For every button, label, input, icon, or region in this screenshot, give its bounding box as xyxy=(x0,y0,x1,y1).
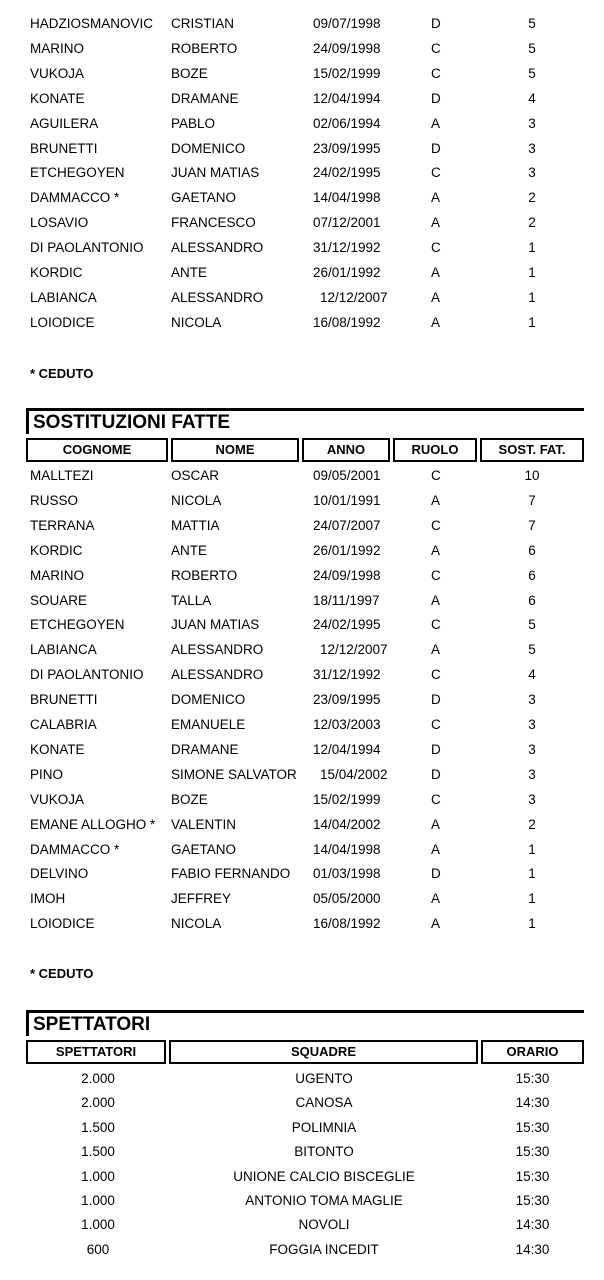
substitutions-title-bar xyxy=(26,408,584,434)
player-role: C xyxy=(431,165,441,181)
player-count: 7 xyxy=(528,492,536,508)
player-count: 4 xyxy=(528,90,536,106)
player-surname: AGUILERA xyxy=(30,115,99,131)
player-count: 1 xyxy=(528,289,536,305)
player-birthdate: 09/07/1998 xyxy=(313,16,381,31)
player-name: VALENTIN xyxy=(171,816,237,832)
player-role: C xyxy=(431,468,441,483)
player-surname: LOSAVIO xyxy=(30,215,89,231)
player-count: 6 xyxy=(528,592,536,608)
header-squadre: SQUADRE xyxy=(169,1040,478,1064)
table-row xyxy=(0,516,604,536)
table-row xyxy=(0,64,604,84)
player-name: ALESSANDRO xyxy=(171,667,264,683)
player-name: ROBERTO xyxy=(171,40,238,56)
table-row xyxy=(0,188,604,208)
spectator-count: 1.000 xyxy=(81,1217,115,1233)
player-count: 3 xyxy=(528,165,536,181)
player-role: D xyxy=(431,16,441,31)
player-name: DRAMANE xyxy=(171,90,239,106)
player-role: A xyxy=(431,841,441,857)
match-time: 15:30 xyxy=(515,1071,550,1086)
player-surname: DAMMACCO * xyxy=(30,190,120,206)
player-surname: IMOH xyxy=(30,891,66,907)
header-ruolo: RUOLO xyxy=(393,438,477,462)
player-role: D xyxy=(431,140,441,156)
player-surname: LOIODICE xyxy=(30,916,95,932)
table-row xyxy=(0,840,604,860)
player-name: DOMENICO xyxy=(171,140,246,156)
player-birthdate: 12/04/1994 xyxy=(313,90,381,106)
player-birthdate: 14/04/1998 xyxy=(313,841,381,857)
table-row xyxy=(0,665,604,685)
player-name: NICOLA xyxy=(171,492,222,508)
spectators-title-bar xyxy=(26,1010,584,1036)
player-role: D xyxy=(431,90,441,106)
substitutions-title: SOSTITUZIONI FATTE xyxy=(33,412,231,433)
player-count: 3 xyxy=(528,741,536,757)
spectator-count: 2.000 xyxy=(81,1095,115,1111)
header-sost-fat: SOST. FAT. xyxy=(480,438,584,462)
player-name: ALESSANDRO xyxy=(171,240,264,256)
player-role: A xyxy=(431,916,441,932)
player-role: A xyxy=(431,542,441,558)
player-surname: HADZIOSMANOVIC xyxy=(30,16,154,31)
player-name: FABIO FERNANDO xyxy=(171,866,291,882)
player-birthdate: 14/04/2002 xyxy=(313,816,381,832)
table-row xyxy=(0,1189,604,1213)
table-row xyxy=(0,466,604,486)
player-surname: KONATE xyxy=(30,90,85,106)
player-name: ALESSANDRO xyxy=(171,289,264,305)
player-birthdate: 15/02/1999 xyxy=(313,65,381,81)
player-count: 3 xyxy=(528,717,536,732)
player-surname: KORDIC xyxy=(30,542,83,558)
player-birthdate: 16/08/1992 xyxy=(313,916,381,932)
table-row xyxy=(0,14,604,34)
player-surname: ETCHEGOYEN xyxy=(30,617,125,633)
team-name: BITONTO xyxy=(294,1144,354,1160)
ceduto-note: * CEDUTO xyxy=(30,366,94,381)
spectator-count: 600 xyxy=(86,1241,110,1257)
player-birthdate: 23/09/1995 xyxy=(313,692,381,708)
player-role: C xyxy=(431,65,441,81)
header-nome: NOME xyxy=(171,438,299,462)
player-role: C xyxy=(431,667,441,683)
player-role: A xyxy=(431,891,441,907)
player-birthdate: 12/03/2003 xyxy=(313,717,381,732)
table-row xyxy=(0,790,604,810)
player-birthdate: 10/01/1991 xyxy=(313,492,381,508)
player-name: OSCAR xyxy=(171,468,220,483)
team-name: NOVOLI xyxy=(298,1217,350,1233)
player-name: ALESSANDRO xyxy=(171,642,264,658)
player-count: 1 xyxy=(528,841,536,857)
player-surname: KONATE xyxy=(30,741,85,757)
player-surname: DI PAOLANTONIO xyxy=(30,667,144,683)
table-row xyxy=(0,238,604,258)
player-birthdate: 02/06/1994 xyxy=(313,115,381,131)
player-count: 7 xyxy=(528,517,536,533)
player-name: GAETANO xyxy=(171,190,237,206)
player-birthdate: 09/05/2001 xyxy=(313,468,381,483)
table-row xyxy=(0,690,604,710)
player-name: NICOLA xyxy=(171,314,222,330)
player-count: 6 xyxy=(528,567,536,583)
match-time: 15:30 xyxy=(515,1144,550,1160)
player-surname: TERRANA xyxy=(30,517,95,533)
team-name: CANOSA xyxy=(295,1095,353,1111)
table-row xyxy=(0,139,604,159)
player-name: DOMENICO xyxy=(171,692,246,708)
table-row xyxy=(0,213,604,233)
player-surname: DELVINO xyxy=(30,866,89,882)
match-time: 14:30 xyxy=(515,1241,550,1257)
player-name: FRANCESCO xyxy=(171,215,256,231)
player-count: 1 xyxy=(528,866,536,882)
player-role: A xyxy=(431,816,441,832)
header-spettatori: SPETTATORI xyxy=(26,1040,166,1064)
table-row xyxy=(0,566,604,586)
player-surname: LABIANCA xyxy=(30,289,97,305)
match-time: 15:30 xyxy=(515,1168,550,1184)
table-row xyxy=(0,1140,604,1164)
player-name: ANTE xyxy=(171,265,208,280)
table-row xyxy=(0,541,604,561)
table-row xyxy=(0,1116,604,1140)
ceduto-note-2: * CEDUTO xyxy=(30,966,94,981)
match-time: 14:30 xyxy=(515,1095,550,1111)
player-surname: ETCHEGOYEN xyxy=(30,165,125,181)
player-name: SIMONE SALVATOR xyxy=(171,766,297,782)
player-name: NICOLA xyxy=(171,916,222,932)
player-count: 1 xyxy=(528,314,536,330)
player-birthdate: 31/12/1992 xyxy=(313,240,381,256)
table-row xyxy=(0,815,604,835)
player-count: 5 xyxy=(528,617,536,633)
table-row xyxy=(0,1213,604,1237)
player-count: 3 xyxy=(528,692,536,708)
player-surname: MARINO xyxy=(30,40,84,56)
player-role: D xyxy=(431,692,441,708)
player-birthdate: 16/08/1992 xyxy=(313,314,381,330)
player-surname: MARINO xyxy=(30,567,84,583)
player-surname: BRUNETTI xyxy=(30,140,98,156)
player-surname: DI PAOLANTONIO xyxy=(30,240,144,256)
player-role: A xyxy=(431,642,441,658)
player-surname: SOUARE xyxy=(30,592,88,608)
player-role: C xyxy=(431,517,441,533)
player-name: ROBERTO xyxy=(171,567,238,583)
player-count: 3 xyxy=(528,115,536,131)
player-surname: EMANE ALLOGHO * xyxy=(30,816,156,832)
player-role: C xyxy=(431,567,441,583)
team-name: FOGGIA INCEDIT xyxy=(269,1241,379,1257)
player-birthdate: 07/12/2001 xyxy=(313,215,381,231)
player-name: JEFFREY xyxy=(171,891,232,907)
player-surname: MALLTEZI xyxy=(30,468,94,483)
player-name: TALLA xyxy=(171,592,212,608)
player-count: 6 xyxy=(528,542,536,558)
table-row xyxy=(0,114,604,134)
player-birthdate: 24/09/1998 xyxy=(313,40,381,56)
table-row xyxy=(0,640,604,660)
table-row xyxy=(0,491,604,511)
spectators-title: SPETTATORI xyxy=(33,1014,151,1035)
player-role: D xyxy=(431,766,441,782)
player-surname: VUKOJA xyxy=(30,65,85,81)
header-cognome: COGNOME xyxy=(26,438,168,462)
table-row xyxy=(0,889,604,909)
player-surname: LOIODICE xyxy=(30,314,95,330)
player-role: C xyxy=(431,40,441,56)
player-birthdate: 15/04/2002 xyxy=(320,766,388,782)
team-name: POLIMNIA xyxy=(291,1119,357,1135)
player-birthdate: 15/02/1999 xyxy=(313,791,381,807)
player-name: BOZE xyxy=(171,791,208,807)
player-role: A xyxy=(431,314,441,330)
player-count: 1 xyxy=(528,916,536,932)
table-row xyxy=(0,89,604,109)
table-row xyxy=(0,288,604,308)
player-birthdate: 14/04/1998 xyxy=(313,190,381,206)
player-name: GAETANO xyxy=(171,841,237,857)
player-birthdate: 12/12/2007 xyxy=(320,289,388,305)
player-role: A xyxy=(431,492,441,508)
table-row xyxy=(0,591,604,611)
player-role: C xyxy=(431,617,441,633)
match-time: 14:30 xyxy=(515,1217,550,1233)
player-count: 5 xyxy=(528,65,536,81)
spectator-count: 1.000 xyxy=(81,1168,115,1184)
player-role: C xyxy=(431,791,441,807)
player-count: 2 xyxy=(528,215,536,231)
player-name: PABLO xyxy=(171,115,216,131)
player-name: JUAN MATIAS xyxy=(171,165,260,181)
player-role: D xyxy=(431,741,441,757)
player-name: EMANUELE xyxy=(171,717,246,732)
spectator-count: 1.000 xyxy=(81,1193,115,1208)
header-orario: ORARIO xyxy=(481,1040,584,1064)
player-birthdate: 31/12/1992 xyxy=(313,667,381,683)
player-count: 3 xyxy=(528,766,536,782)
player-surname: KORDIC xyxy=(30,265,83,280)
table-row xyxy=(0,1238,604,1262)
player-count: 3 xyxy=(528,791,536,807)
player-role: A xyxy=(431,265,441,280)
player-role: A xyxy=(431,289,441,305)
table-row xyxy=(0,740,604,760)
player-name: ANTE xyxy=(171,542,208,558)
player-count: 1 xyxy=(528,240,536,256)
player-birthdate: 24/02/1995 xyxy=(313,617,381,633)
table-row xyxy=(0,313,604,333)
player-birthdate: 12/04/1994 xyxy=(313,741,381,757)
player-surname: RUSSO xyxy=(30,492,79,508)
player-birthdate: 05/05/2000 xyxy=(313,891,381,907)
player-birthdate: 24/02/1995 xyxy=(313,165,381,181)
player-count: 10 xyxy=(524,468,540,483)
table-row xyxy=(0,914,604,934)
spectator-count: 1.500 xyxy=(81,1144,115,1160)
team-name: UGENTO xyxy=(295,1071,353,1086)
player-role: A xyxy=(431,115,441,131)
player-count: 4 xyxy=(528,667,536,683)
player-role: A xyxy=(431,592,441,608)
player-count: 3 xyxy=(528,140,536,156)
player-surname: PINO xyxy=(30,766,64,782)
player-role: D xyxy=(431,866,441,882)
team-name: UNIONE CALCIO BISCEGLIE xyxy=(233,1168,415,1184)
table-row xyxy=(0,1165,604,1189)
player-birthdate: 24/09/1998 xyxy=(313,567,381,583)
player-surname: DAMMACCO * xyxy=(30,841,120,857)
player-birthdate: 12/12/2007 xyxy=(320,642,388,658)
player-count: 5 xyxy=(528,642,536,658)
team-name: ANTONIO TOMA MAGLIE xyxy=(245,1193,403,1208)
table-row xyxy=(0,1067,604,1091)
player-count: 5 xyxy=(528,16,536,31)
player-birthdate: 26/01/1992 xyxy=(313,265,381,280)
table-row xyxy=(0,765,604,785)
table-row xyxy=(0,864,604,884)
table-row xyxy=(0,39,604,59)
player-name: MATTIA xyxy=(171,517,220,533)
player-birthdate: 01/03/1998 xyxy=(313,866,381,882)
player-birthdate: 23/09/1995 xyxy=(313,140,381,156)
player-name: DRAMANE xyxy=(171,741,239,757)
header-anno: ANNO xyxy=(302,438,390,462)
player-role: A xyxy=(431,190,441,206)
match-time: 15:30 xyxy=(515,1119,550,1135)
player-name: CRISTIAN xyxy=(171,16,235,31)
spectator-count: 2.000 xyxy=(81,1071,115,1086)
table-row xyxy=(0,715,604,735)
table-row xyxy=(0,163,604,183)
player-role: A xyxy=(431,215,441,231)
player-role: C xyxy=(431,717,441,732)
player-birthdate: 18/11/1997 xyxy=(313,592,380,608)
player-surname: LABIANCA xyxy=(30,642,97,658)
table-row xyxy=(0,263,604,283)
player-count: 5 xyxy=(528,40,536,56)
player-birthdate: 24/07/2007 xyxy=(313,517,381,533)
player-count: 2 xyxy=(528,190,536,206)
player-surname: VUKOJA xyxy=(30,791,85,807)
player-count: 2 xyxy=(528,816,536,832)
spectator-count: 1.500 xyxy=(81,1119,115,1135)
player-birthdate: 26/01/1992 xyxy=(313,542,381,558)
table-row xyxy=(0,1091,604,1115)
player-name: JUAN MATIAS xyxy=(171,617,260,633)
player-count: 1 xyxy=(528,265,536,280)
match-time: 15:30 xyxy=(515,1193,550,1208)
player-role: C xyxy=(431,240,441,256)
player-surname: CALABRIA xyxy=(30,717,97,732)
player-count: 1 xyxy=(528,891,536,907)
table-row xyxy=(0,615,604,635)
player-name: BOZE xyxy=(171,65,208,81)
player-surname: BRUNETTI xyxy=(30,692,98,708)
